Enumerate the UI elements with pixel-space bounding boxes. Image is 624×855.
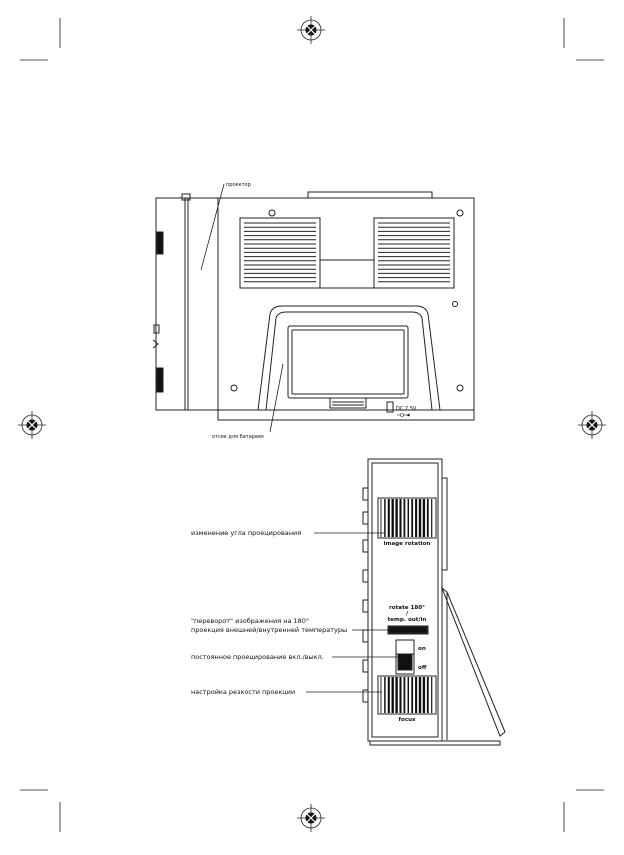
label-temp-out-in: temp. out/in [387,617,427,623]
callout-focus: настройка резкости проекции [191,688,296,696]
label-battery-compartment: отсек для батареек [212,434,265,440]
screw-top-right [457,210,463,216]
side-clip-upper [157,232,163,254]
label-off: off [418,665,427,671]
device-back-view [153,192,474,420]
registration-mark-right [578,411,606,439]
speaker-stripes [244,223,450,282]
projector-panel [185,198,218,410]
screw-bottom-right [457,385,463,391]
battery-latch [330,398,366,408]
screw-top-left [269,210,275,216]
side-clip-lower [157,368,163,392]
side-raised-block [442,478,447,570]
top-callout-leaders [201,184,283,432]
registration-mark-top [297,16,325,44]
battery-door [288,326,408,398]
label-on: on [418,646,426,652]
dc-polarity-symbol [397,414,410,417]
edge-bump [363,488,368,500]
projector-tab [182,194,190,200]
top-handle [308,192,432,198]
label-focus: focus [398,717,416,723]
registration-mark-bottom [297,804,325,832]
center-slot [320,260,374,288]
print-marks [20,18,604,832]
label-image-rotation: image rotation [383,541,431,547]
label-dc-input: DC 7.5V [396,406,417,412]
label-rotate-separator: / [405,611,409,617]
base-plate [370,741,500,745]
callout-flip-line1: "переворот" изображения на 180° [191,617,310,625]
screw-bottom-left [231,385,237,391]
stand-leg [442,588,505,736]
callout-flip-line2: проекция внешней/внутренней температуры [191,626,348,634]
callout-rotation: изменение угла проецирования [191,529,302,537]
screw-right-mid [453,302,458,307]
callout-constant-projection: постоянное проецирование вкл./выкл. [191,653,324,661]
label-rotate-180: rotate 180° [389,605,425,611]
label-projector: проектор [226,182,251,188]
side-callout-leaders [306,533,398,692]
registration-mark-left [18,411,46,439]
